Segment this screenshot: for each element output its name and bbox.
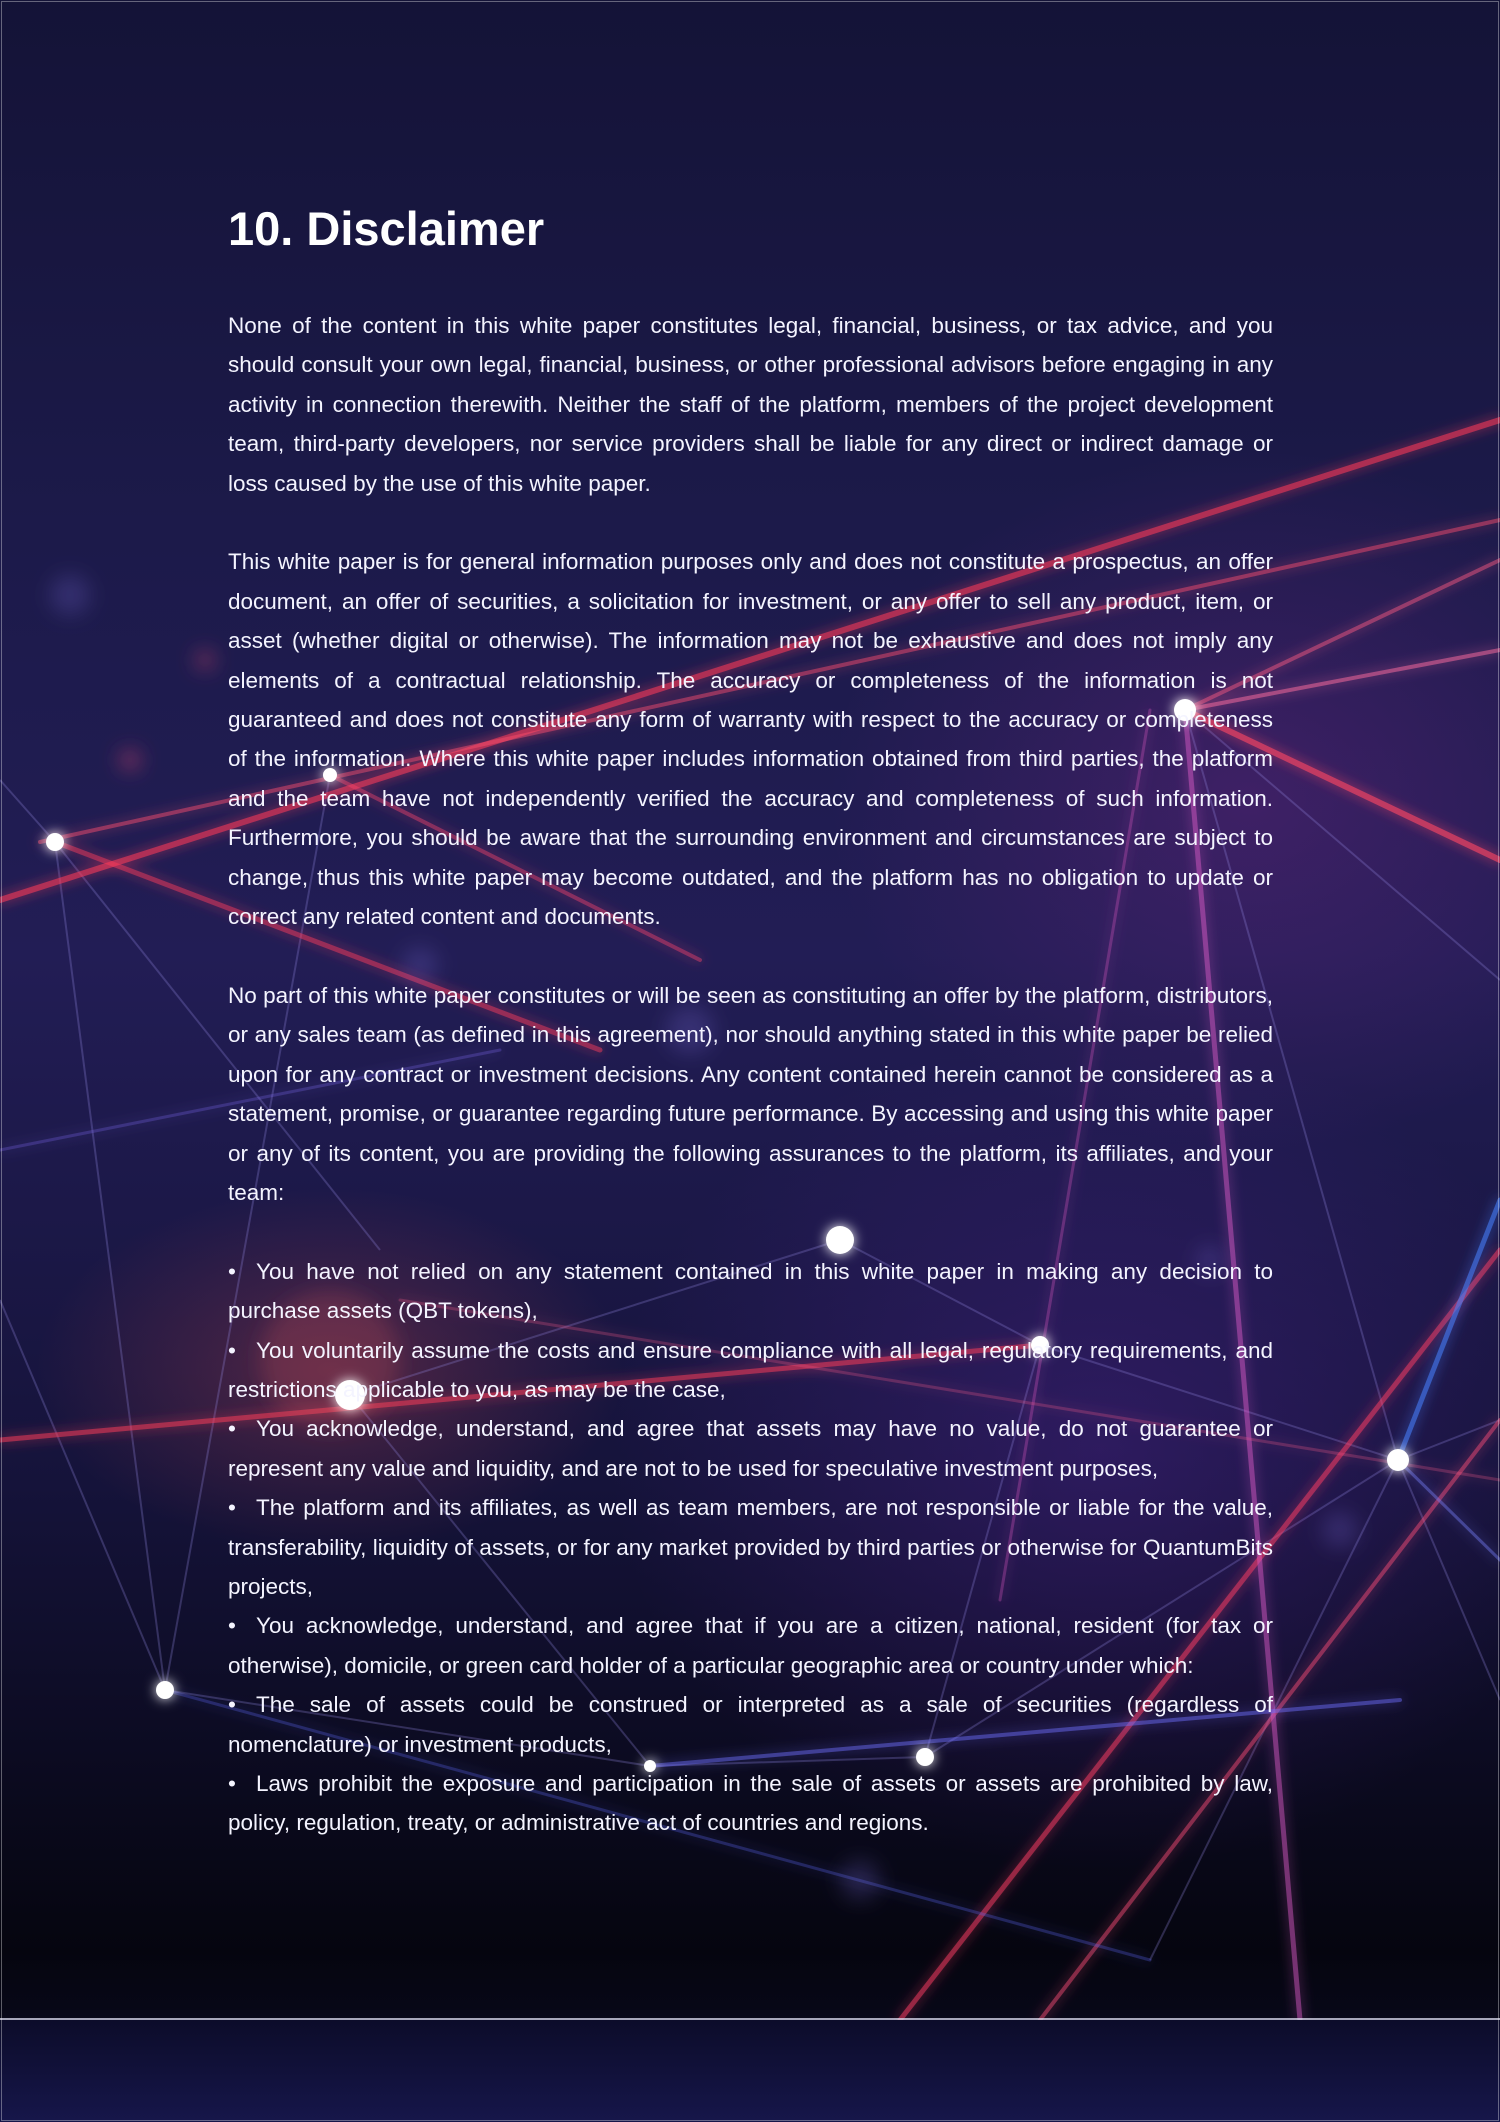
bullet-icon: • xyxy=(228,1692,236,1718)
list-item xyxy=(228,1409,1273,1488)
document-content xyxy=(228,196,1273,1843)
list-item xyxy=(228,1606,1273,1685)
bullet-icon: • xyxy=(228,1416,236,1442)
paragraph-no-offer: No part of this white paper constitutes or will be seen as constituting an offer by the platform, distributors, or any sales team (as defined in this agreement), nor should anything stated in this white paper be relied upon for any contract or investment decisions. Any content contained herein cannot be considered as a statement, promise, or guarantee regarding future performance. By accessing and using this white paper or any of its content, you are providing the following assurances to the platform, its affiliates, and your team: xyxy=(228,982,1273,1205)
list-item-text: Laws prohibit the exposure and participation in the sale of assets or assets are prohibited by law, policy, regulation, treaty, or administrative act of countries and regions. xyxy=(228,1770,1273,1836)
list-item-text: The platform and its affiliates, as well as team members, are not responsible or liable for the value, transferability, liquidity of assets, or for any market provided by third parties or otherwise for QuantumBits projects, xyxy=(228,1495,1273,1599)
bullet-icon: • xyxy=(228,1613,236,1639)
list-item xyxy=(228,1488,1273,1606)
list-item-text: You acknowledge, understand, and agree that assets may have no value, do not guarantee or represent any value and liquidity, and are not to be used for speculative investment purposes, xyxy=(228,1416,1273,1481)
assurances-list xyxy=(228,1252,1273,1843)
paragraph-no-advice: None of the content in this white paper constitutes legal, financial, business, or tax advice, and you should consult your own legal, financial, business, or other professional advisors before engaging in any activity in connection therewith. Neither the staff of the platform, members of the project development team, third-party developers, nor service providers shall be liable for any direct or indirect damage or loss caused by the use of this white paper. xyxy=(228,313,1273,496)
list-item-text: You have not relied on any statement contained in this white paper in making any decision to purchase assets (QBT tokens), xyxy=(228,1258,1273,1324)
bullet-icon: • xyxy=(228,1495,236,1521)
list-item-text: You acknowledge, understand, and agree that if you are a citizen, national, resident (for tax or otherwise), domicile, or green card holder of a particular geographic area or country under which: xyxy=(228,1613,1273,1678)
bullet-icon: • xyxy=(228,1770,236,1796)
list-item-text: The sale of assets could be construed or interpreted as a sale of securities (regardless of nomenclature) or investment products, xyxy=(228,1692,1273,1757)
list-item xyxy=(228,1252,1273,1331)
list-item xyxy=(228,1685,1273,1764)
list-item xyxy=(228,1331,1273,1410)
bullet-icon: • xyxy=(228,1337,236,1363)
list-item-text: You voluntarily assume the costs and ensure compliance with all legal, regulatory requirements, and restrictions applicable to you, as may be the case, xyxy=(228,1337,1273,1402)
paragraph-general-information: This white paper is for general information purposes only and does not constitute a prospectus, an offer document, an offer of securities, a solicitation for investment, or any offer to sell any product, item, or asset (whether digital or otherwise). The information may not be exhaustive and does not imply any elements of a contractual relationship. The accuracy or completeness of the information is not guaranteed and does not constitute any form of warranty with respect to the accuracy or completeness of the information. Where this white paper includes information obtained from third parties, the platform and the team have not independently verified the accuracy and completeness of such information. Furthermore, you should be aware that the surrounding environment and circumstances are subject to change, thus this white paper may become outdated, and the platform has no obligation to update or correct any related content and documents. xyxy=(228,549,1273,930)
bullet-icon: • xyxy=(228,1258,236,1284)
list-item xyxy=(228,1764,1273,1843)
section-title: 10. Disclaimer xyxy=(228,202,545,255)
footer-band xyxy=(0,2020,1500,2122)
